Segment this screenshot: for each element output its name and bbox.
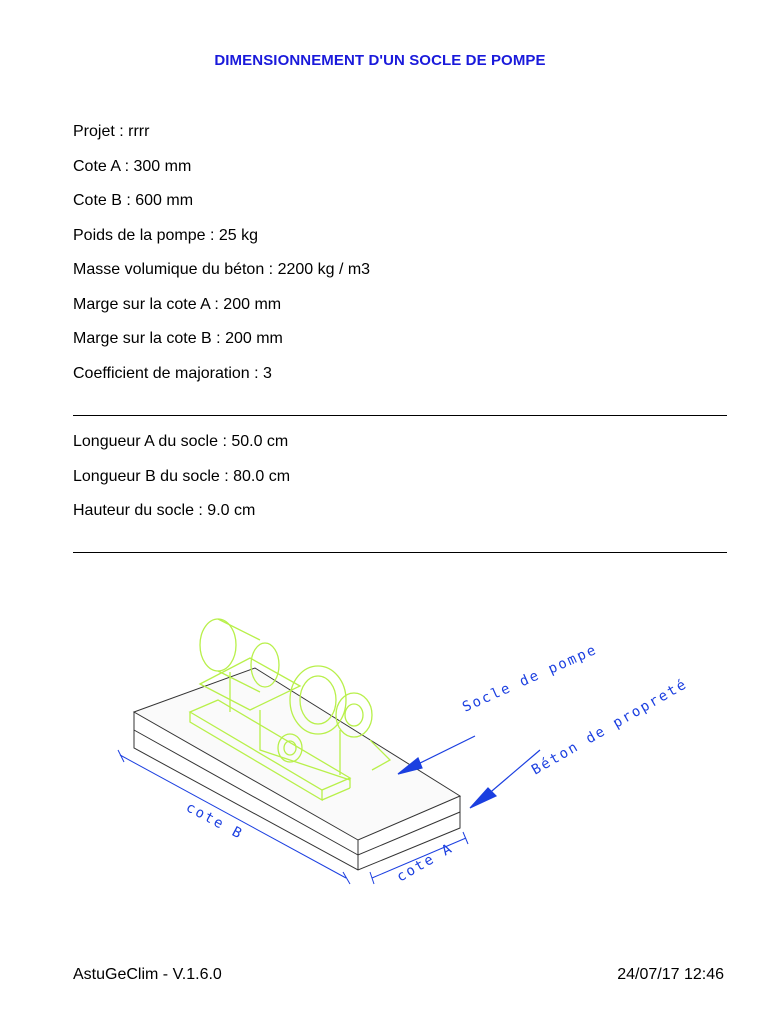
separator-rule — [73, 552, 727, 553]
footer-app-version: AstuGeClim - V.1.6.0 — [73, 966, 222, 983]
input-cote-a: Cote A : 300 mm — [73, 158, 192, 175]
label-cote-a: cote A — [394, 840, 457, 886]
input-cote-b: Cote B : 600 mm — [73, 192, 194, 209]
separator-rule — [73, 415, 727, 416]
footer-datetime: 24/07/17 12:46 — [617, 966, 724, 983]
label-socle: Socle de pompe — [460, 641, 601, 716]
document-title: DIMENSIONNEMENT D'UN SOCLE DE POMPE — [214, 52, 546, 69]
input-coefficient: Coefficient de majoration : 3 — [73, 365, 272, 382]
input-margin-a: Marge sur la cote A : 200 mm — [73, 296, 282, 313]
input-margin-b: Marge sur la cote B : 200 mm — [73, 330, 283, 347]
label-cote-b: cote B — [183, 799, 246, 843]
result-length-a: Longueur A du socle : 50.0 cm — [73, 433, 289, 450]
pump-base-drawing — [110, 600, 691, 900]
result-height: Hauteur du socle : 9.0 cm — [73, 502, 256, 519]
result-length-b: Longueur B du socle : 80.0 cm — [73, 468, 291, 485]
input-concrete-density: Masse volumique du béton : 2200 kg / m3 — [73, 261, 371, 278]
label-beton: Béton de propreté — [529, 675, 691, 779]
input-pump-weight: Poids de la pompe : 25 kg — [73, 227, 259, 244]
input-project: Projet : rrrr — [73, 123, 150, 140]
